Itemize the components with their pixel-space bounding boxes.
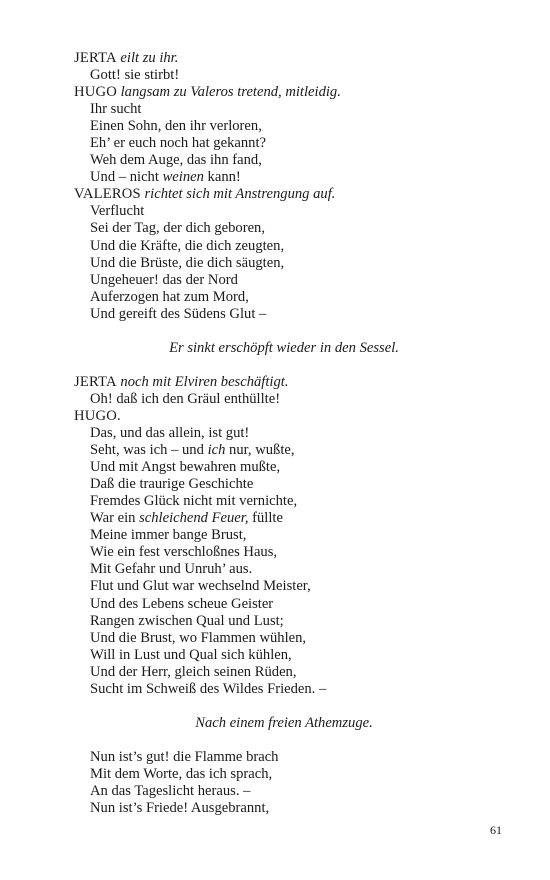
verse-line: Mit Gefahr und Unruh’ aus. [90,561,253,578]
verse-text: füllte [248,510,283,527]
verse-line: Ungeheuer! das der Nord [90,271,238,288]
verse-line [74,510,494,527]
verse-text: Seht, was ich – und [90,442,208,459]
emphasized-word: weinen [162,169,204,186]
verse-line: Rangen zwischen Qual und Lust; [90,612,284,629]
speaker-line-jerta [74,50,494,67]
verse-line: Flut und Glut war wechselnd Meister, [90,578,311,595]
speaker-line-valeros [74,186,494,203]
verse-line: Einen Sohn, den ihr verloren, [90,118,262,135]
verse-line: Und des Lebens scheue Geister [90,595,274,612]
speaker-line-hugo [74,84,494,101]
verse-line: Ihr sucht [90,101,142,118]
verse-line [74,442,494,459]
emphasized-word: ich [207,442,226,459]
verse-line: Und die Kräfte, die dich zeugten, [90,237,285,254]
verse-line: Mit dem Worte, das ich sprach, [90,765,273,782]
verse-line: Nun ist’s gut! die Flamme brach [90,748,279,765]
stage-direction: eilt zu ihr. [120,50,179,66]
verse-line: Und mit Angst bewahren mußte, [90,459,281,476]
speaker-name: VALEROS [74,186,141,203]
speaker-name: HUGO [74,84,117,101]
emphasized-word: schleichend Feuer, [139,510,249,527]
verse-line: Wie ein fest verschloßnes Haus, [90,544,278,561]
speaker-line-hugo [74,408,494,425]
verse-line: Will in Lust und Qual sich kühlen, [90,646,292,663]
verse-text: nur, wußte, [225,442,295,459]
verse-line: Oh! daß ich den Gräul enthüllte! [90,390,281,407]
verse-line: Das, und das allein, ist gut! [90,425,250,442]
stage-direction: langsam zu Valeros tretend, mitleidig. [120,84,341,101]
verse-line: Sucht im Schweiß des Wildes Frieden. – [90,680,327,697]
verse-line: Verflucht [90,203,145,220]
blank-line [74,323,494,340]
verse-line: Meine immer bange Brust, [90,527,247,544]
verse-line: Gott! sie stirbt! [90,67,180,84]
verse-text: Und – nicht [90,169,163,186]
verse-line: Eh’ er euch noch hat gekannt? [90,135,266,152]
verse-line: Auferzogen hat zum Mord, [90,288,249,305]
verse-line: Daß die traurige Geschichte [90,476,254,493]
verse-line: Sei der Tag, der dich geboren, [90,220,265,237]
verse-line: Weh dem Auge, das ihn fand, [90,152,262,169]
speaker-line-jerta [74,374,494,391]
centered-stage-direction: Er sinkt erschöpft wieder in den Sessel. [169,339,399,356]
speaker-name: JERTA [74,373,117,390]
verse-line [74,169,494,186]
stage-direction: noch mit Elviren beschäftigt. [120,373,289,390]
stage-direction: richtet sich mit Anstrengung auf. [144,186,336,203]
verse-text: kann! [203,169,241,186]
page-body [74,50,494,817]
page-number: 61 [490,823,502,837]
verse-line: Und der Herr, gleich seinen Rüden, [90,663,297,680]
centered-stage-direction: Nach einem freien Athemzuge. [195,714,373,731]
blank-line [74,357,494,374]
speaker-name: HUGO. [74,407,121,424]
verse-line: Und die Brüste, die dich säugten, [90,254,285,271]
verse-line: Nun ist’s Friede! Ausgebrannt, [90,800,270,817]
blank-line [74,698,494,715]
verse-line: Fremdes Glück nicht mit vernichte, [90,493,298,510]
verse-text: War ein [90,510,140,527]
verse-line: An das Tageslicht heraus. – [90,783,251,800]
verse-line: Und die Brust, wo Flammen wühlen, [90,629,307,646]
verse-line: Und gereift des Südens Glut – [90,305,267,322]
speaker-name: JERTA [74,50,117,66]
blank-line [74,732,494,749]
